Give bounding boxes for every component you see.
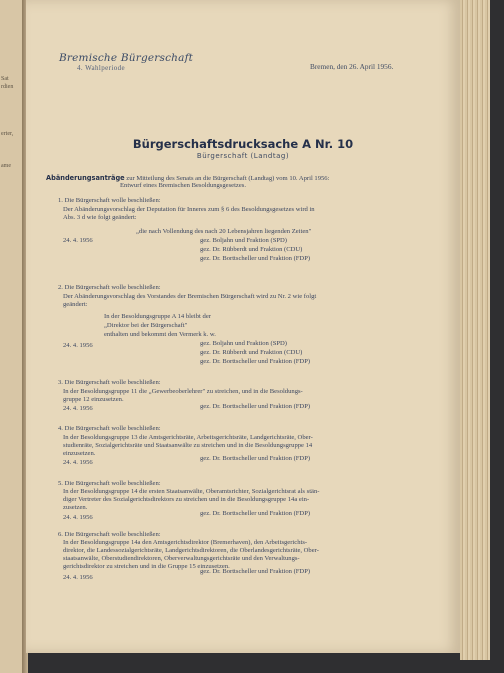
item-heading: 1. Die Bürgerschaft wolle beschließen:: [58, 197, 161, 204]
item-quote: „die nach Vollendung des nach 20 Lebensjahren liegenden Zeiten": [136, 228, 312, 235]
item-heading: 6. Die Bürgerschaft wolle beschließen:: [58, 531, 161, 538]
item-text: gerichtsdirektor zu streichen und in die Gruppe 15 einzusetzen.: [63, 563, 230, 570]
intro-subject: Entwurf eines Bremischen Besoldungsgesetzes.: [120, 182, 246, 189]
item-text: enthalten und bekommt den Vermerk k. w.: [104, 331, 216, 338]
item-text: geändert:: [63, 301, 88, 308]
item-text: staatsanwälte, Oberstudiendirektoren, Oberverwaltungsgerichtsräte und den Verwaltungs-: [63, 555, 300, 562]
signature-line: gez. Dr. Borttscheller und Fraktion (FDP): [200, 255, 311, 262]
item-text: Der Abänderungsvorschlag der Deputation für Inneres zum § 6 des Besoldungsgesetzes wird in: [63, 206, 315, 213]
item-text: In der Besoldungsgruppe 14 die ersten Staatsanwälte, Oberamtsrichter, Sozialgerichtsrat als stän-: [63, 488, 320, 495]
page-edges: [460, 0, 490, 660]
signature-line: gez. Dr. Borttscheller und Fraktion (FDP): [200, 455, 311, 462]
item-text: gruppe 12 einzusetzen.: [63, 396, 124, 403]
legislative-period: 4. Wahlperiode: [77, 64, 126, 72]
item-date: 24. 4. 1956: [63, 574, 93, 581]
organization-name: Bremische Bürgerschaft: [59, 52, 194, 64]
item-date: 24. 4. 1956: [63, 237, 93, 244]
item-text: Abs. 3 d wie folgt geändert:: [63, 214, 137, 221]
item-heading: 2. Die Bürgerschaft wolle beschließen:: [58, 284, 161, 291]
item-heading: 3. Die Bürgerschaft wolle beschließen:: [58, 379, 161, 386]
item-text: studienräte, Sozialgerichtsräte und Staatsanwälte zu streichen und in die Besoldungsgruppe 14: [63, 442, 313, 449]
signature-line: gez. Dr. Borttscheller und Fraktion (FDP): [200, 568, 311, 575]
signature-line: gez. Boljahn und Fraktion (SPD): [200, 237, 287, 244]
item-text: direktor, die Landessozialgerichtsräte, Landgerichtsdirektoren, die Oberlandesgerichtsräte, Ober-: [63, 547, 319, 554]
intro-text: zur Mitteilung des Senats an die Bürgerschaft (Landtag) vom 10. April 1956:: [126, 175, 330, 182]
document-page: [26, 0, 460, 653]
item-heading: 5. Die Bürgerschaft wolle beschließen:: [58, 480, 161, 487]
previous-page-edge: [0, 0, 24, 673]
item-text: In der Besoldungsgruppe A 14 bleibt der: [104, 313, 211, 320]
item-text: einzusetzen.: [63, 450, 96, 457]
intro-label: Abänderungsanträge: [46, 174, 125, 182]
fragment: erter,: [1, 131, 14, 137]
fragment: Sat: [1, 76, 9, 82]
document-subtitle: Bürgerschaft (Landtag): [196, 152, 290, 160]
item-date: 24. 4. 1956: [63, 514, 93, 521]
item-text: Der Abänderungsvorschlag des Vorstandes der Bremischen Bürgerschaft wird zu Nr. 2 wie folgt: [63, 293, 317, 300]
fragment: rdien: [1, 84, 14, 90]
item-text: In der Besoldungsgruppe 13 die Amtsgerichtsräte, Arbeitsgerichtsräte, Landgerichtsräte, Ober-: [63, 434, 313, 441]
document-date: Bremen, den 26. April 1956.: [310, 62, 394, 71]
signature-line: gez. Dr. Borttscheller und Fraktion (FDP): [200, 510, 311, 517]
signature-line: gez. Boljahn und Fraktion (SPD): [200, 340, 287, 347]
signature-line: gez. Dr. Rübberdt und Fraktion (CDU): [200, 349, 303, 356]
signature-line: gez. Dr. Rübberdt und Fraktion (CDU): [200, 246, 303, 253]
letterhead: [59, 52, 193, 72]
item-date: 24. 4. 1956: [63, 459, 93, 466]
item-text: diger Vertreter des Sozialgerichtsdirektors zu streichen und in die Besoldungsgruppe 14a ein-: [63, 496, 310, 503]
item-date: 24. 4. 1956: [63, 405, 93, 412]
signature-line: gez. Dr. Borttscheller und Fraktion (FDP): [200, 403, 311, 410]
fragment: ame: [1, 163, 11, 169]
document-title: Bürgerschaftsdrucksache A Nr. 10: [132, 137, 354, 151]
item-text: In der Besoldungsgruppe 11 die „Gewerbeoberlehrer" zu streichen, und in die Besoldungs-: [63, 388, 303, 395]
item-quote: „Direktor bei der Bürgerschaft": [104, 322, 188, 329]
item-text: In der Besoldungsgruppe 14a den Amtsgerichtsdirektor (Bremerhaven), den Arbeitsgerichts-: [63, 539, 308, 546]
item-date: 24. 4. 1956: [63, 342, 93, 349]
signature-line: gez. Dr. Borttscheller und Fraktion (FDP): [200, 358, 311, 365]
item-text: zusetzen.: [63, 504, 88, 511]
item-heading: 4. Die Bürgerschaft wolle beschließen:: [58, 425, 161, 432]
